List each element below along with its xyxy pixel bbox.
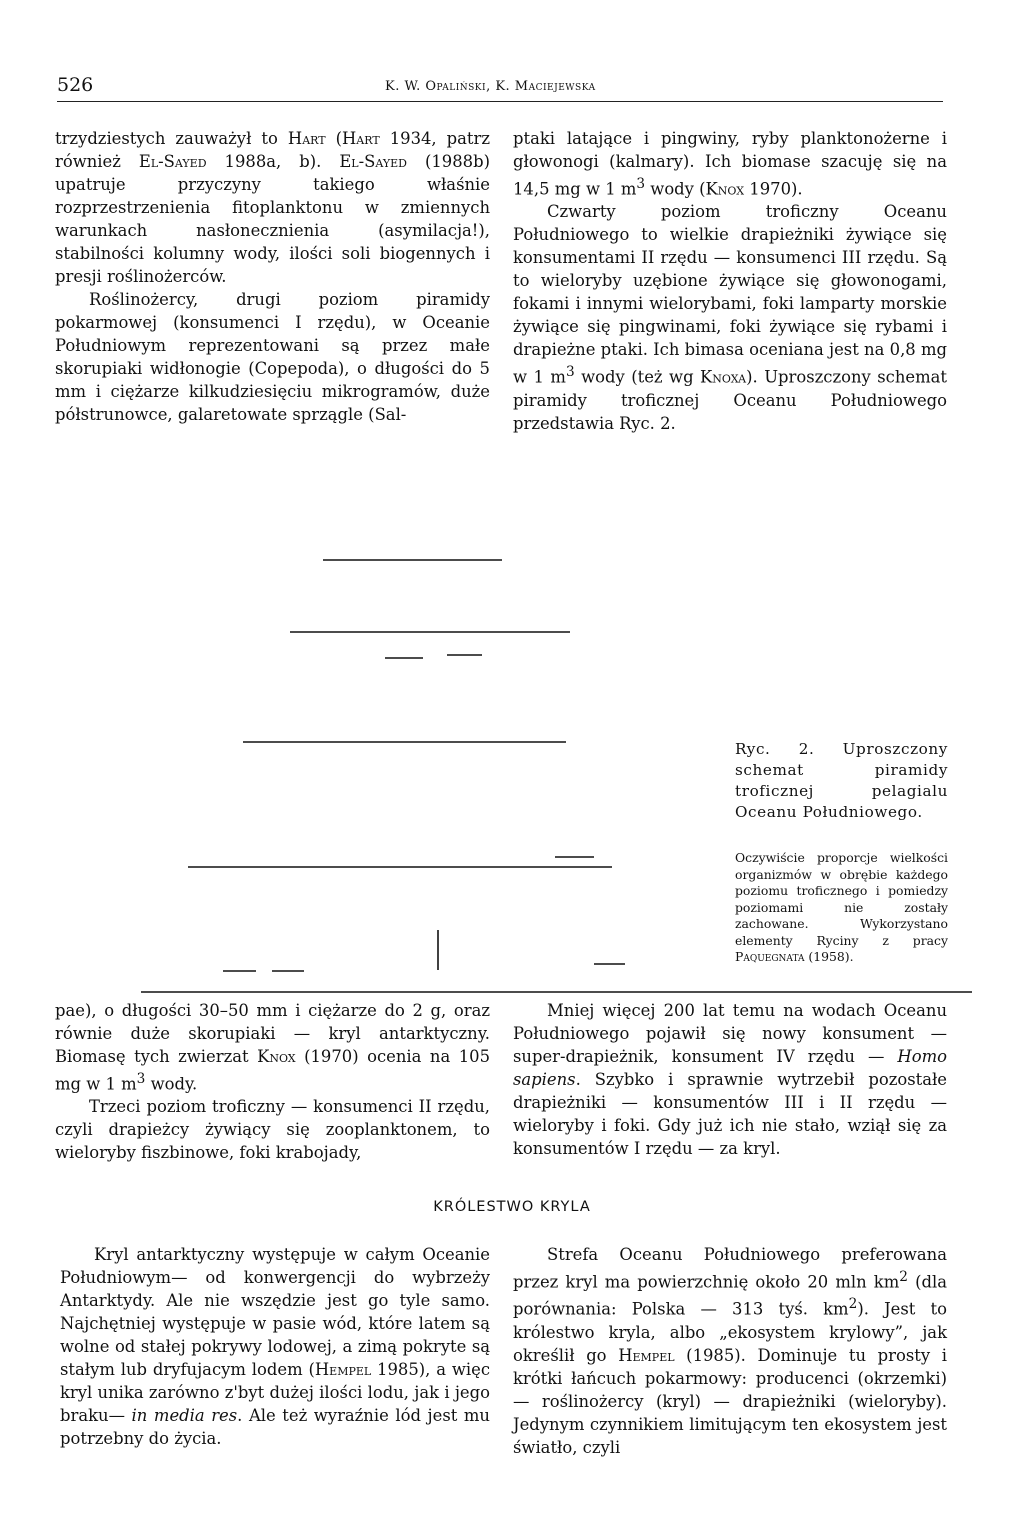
column-bottom-left [60, 1243, 490, 1450]
paragraph: Trzeci poziom troficzny — konsumenci II rzędu, czyli drapieżcy żywiący się zooplanktonem, to wieloryby fiszbinowe, foki krabojady, [55, 1097, 490, 1163]
paragraph: pae), o długości 30–50 mm i ciężarze do 2 g, oraz równie duże skorupiaki — kryl antarktyczny. Biomasę tych zwierzat Knox (1970) ocenia na 105 mg w 1 $m^3$ wody. [55, 1001, 490, 1094]
paragraph: Roślinożercy, drugi poziom piramidy pokarmowej (konsumenci I rzędu), w Oceanie Południowym reprezentowani są przez małe skorupiaki widłonogie (Copepoda), o długości do 5 mm i ciężarze kilkudziesięciu mikrogramów, duże półstrunowce, galaretowate sprzągle (Sal- [55, 290, 490, 424]
page-number: 526 [57, 74, 94, 96]
column-middle-right [513, 999, 947, 1160]
paragraph: trzydziestych zauważył to Hart (Hart 1934, patrz również El-Sayed 1988a, b). El-Sayed (1988b) upatruje przyczyny takiego właśnie rozprzestrzenienia fitoplanktonu w zmiennych warunkach nasłonecznienia (asymilacja!), stabilności kolumny wody, ilości soli biogennych i presji roślinożerców. [55, 129, 490, 286]
column-middle-left [55, 999, 490, 1164]
running-head: K. W. Opaliński, K. Maciejewska [385, 79, 596, 94]
paragraph: Mniej więcej 200 lat temu na wodach Oceanu Południowego pojawił się nowy konsument — super-drapieżnik, konsument IV rzędu — Homo sapiens. Szybko i sprawnie wytrzebił pozostałe drapieżniki — konsumentów III i II rzędu — wieloryby i foki. Gdy już ich nie stało, wziął się za konsumentów I rzędu — za kryl. [513, 1001, 947, 1158]
header-rule [57, 101, 943, 102]
figure-caption: Ryc. 2. Uproszczony schemat piramidy troficznej pelagialu Oceanu Południowego. [735, 740, 948, 821]
column-top-right [513, 127, 947, 435]
figure-note: Oczywiście proporcje wielkości organizmów w obrębie każdego poziomu troficznego i pomiedzy poziomami nie zostały zachowane. Wykorzystano elementy Ryciny z pracy Paquegnata (1958). [735, 850, 948, 964]
section-heading: KRÓLESTWO KRYLA [433, 1199, 591, 1215]
paragraph: Kryl antarktyczny występuje w całym Oceanie Południowym— od konwergencji do wybrzeży Antarktydy. Ale nie wszędzie jest go tyle samo. Najchętniej występuje w pasie wód, które latem są wolne od stałej pokrywy lodowej, a zimą pokryte są stałym lub dryfujacym lodem (Hempel 1985), a więc kryl unika zarówno z'byt dużej ilości lodu, jak i jego braku— in media res. Ale też wyraźnie lód jest mu potrzebny do życia. [60, 1245, 490, 1448]
column-bottom-right [513, 1243, 947, 1459]
paragraph: Strefa Oceanu Południowego preferowana przez kryl ma powierzchnię około 20 mln $km^2$ (dla porównania: Polska — 313 tyś. $km^2$). Jest to królestwo kryla, albo „ekosystem krylowy”, jak określił go Hempel (1985). Dominuje tu prosty i krótki łańcuch pokarmowy: producenci (okrzemki) — roślinożercy (kryl) — drapieżniki (wieloryby). Jedynym czynnikiem limitującym ten ekosystem jest światło, czyli [513, 1245, 947, 1457]
paragraph: Czwarty poziom troficzny Oceanu Południowego to wielkie drapieżniki żywiące się konsumentami II rzędu — konsumenci III rzędu. Są to wieloryby uzębione żywiące się głowonogami, fokami i innymi wielorybami, foki lamparty morskie żywiące się pingwinami, foki żywiące się rybami i drapieżne ptaki. Ich bimasa oceniana jest na 0,8 mg w 1 $m^3$ wody (też wg Knoxa). Uproszczony schemat piramidy troficznej Oceanu Południowego przedstawia Ryc. 2. [513, 202, 947, 433]
column-top-left [55, 127, 490, 426]
paragraph: ptaki latające i pingwiny, ryby planktonożerne i głowonogi (kalmary). Ich biomase szacuję się na 14,5 mg w 1 $m^3$ wody (Knox 1970). [513, 129, 947, 199]
